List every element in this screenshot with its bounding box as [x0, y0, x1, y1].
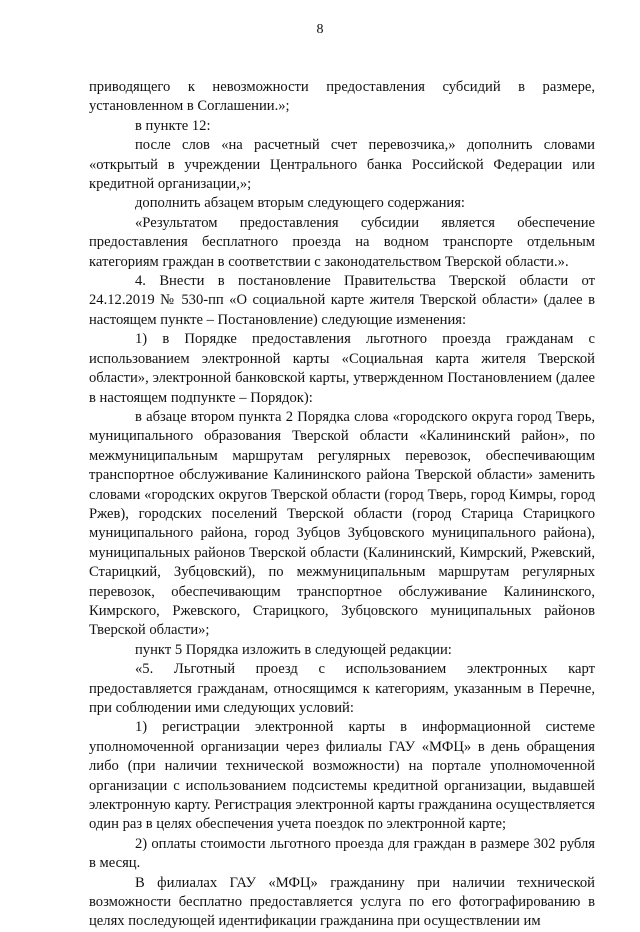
- paragraph: 2) оплаты стоимости льготного проезда для граждан в размере 302 рубля в месяц.: [89, 835, 595, 872]
- paragraph: 1) регистрации электронной карты в информационной системе уполномоченной организации через филиалы ГАУ «МФЦ» в день обращения либо (при наличии технической возможности) на портале уполномоченной организации с использованием подсистемы кредитной организации, выдавшей электронную карту. Регистрация электронной карты гражданина осуществляется один раз в целях обеспечения учета поездок по электронной карте;: [89, 719, 595, 833]
- page-number: 8: [316, 22, 324, 37]
- paragraph: пункт 5 Порядка изложить в следующей редакции:: [135, 641, 452, 658]
- paragraph: В филиалах ГАУ «МФЦ» гражданину при наличии технической возможности бесплатно предоставляется услуга по его фотографированию в целях последующей идентификации гражданина при осуществлении им: [89, 874, 595, 930]
- paragraph: приводящего к невозможности предоставления субсидий в размере, установленном в Соглашении.»;: [89, 79, 595, 115]
- paragraph: после слов «на расчетный счет перевозчика,» дополнить словами «открытый в учреждении Центрального банка Российской Федерации или кредитной организации,»;: [89, 137, 595, 193]
- paragraph: дополнить абзацем вторым следующего содержания:: [135, 195, 465, 212]
- paragraph: 4. Внести в постановление Правительства Тверской области от 24.12.2019 № 530-пп «О социальной карте жителя Тверской области» (далее в настоящем пункте – Постановление) следующие изменения:: [89, 273, 595, 328]
- paragraph: 1) в Порядке предоставления льготного проезда гражданам с использованием электронной карты «Социальная карта жителя Тверской области», электронной банковской карты, утвержденном Постановлением (далее в настоящем подпункте – Порядок):: [89, 331, 595, 406]
- paragraph: «5. Льготный проезд с использованием электронных карт предоставляется гражданам, относящимся к категориям, указанным в Перечне, при соблюдении ими следующих условий:: [89, 661, 595, 716]
- paragraph: в абзаце втором пункта 2 Порядка слова «городского округа город Тверь, муниципального образования Тверской области «Калининский район», по межмуниципальным маршрутам регулярных перевозок, обеспечивающим транспортное обслуживание Калининского района Тверской области» заменить словами «городских округов Тверской области (город Тверь, город Кимры, город Ржев), городских поселений Тверской области (город Старица Старицкого муниципального района, город Зубцов Зубцовского муниципального района), муниципальных районов Тверской области (Калининский, Кимрский, Ржевский, Старицкий, Зубцовский), по межмуниципальным маршрутам регулярных перевозок, обеспечивающим транспортное обслуживание Калининского, Кимрского, Ржевского, Старицкого, Зубцовского муниципальных районов Тверской области»;: [89, 408, 595, 639]
- document-body: [89, 78, 595, 932]
- paragraph: в пункте 12:: [135, 117, 211, 134]
- paragraph: «Результатом предоставления субсидии является обеспечение предоставления бесплатного проезда на водном транспорте отдельным категориям граждан в соответствии с законодательством Тверской области.».: [89, 214, 595, 270]
